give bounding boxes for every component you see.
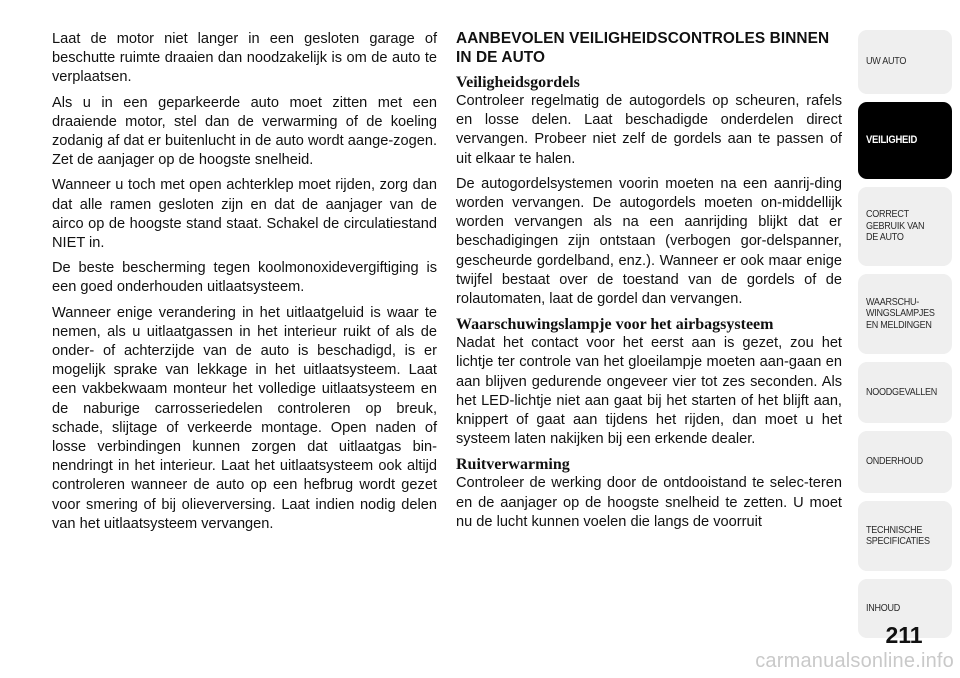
subheading-airbag-lamp: Waarschuwingslampje voor het airbagsysteem <box>456 316 774 334</box>
tab-label: VEILIGHEID <box>866 133 918 146</box>
tab-label: ONDERHOUD <box>866 455 923 468</box>
tab-waarschuwingslampjes[interactable] <box>858 274 952 354</box>
page-number: 211 <box>885 622 923 648</box>
paragraph-best-protection: De beste bescherming tegen koolmonoxidevergiftiging is een goed onderhouden uitlaatsysteem. <box>52 260 437 296</box>
paragraph-defroster: Controleer de werking door de ontdooistand te selec-teren en de aanjager op de hoogste snelheid te zetten. U moet nu de lucht kunnen voelen die langs de voorruit <box>456 475 842 530</box>
watermark: carmanualsonline.info <box>755 650 954 672</box>
section-heading: AANBEVOLEN VEILIGHEIDSCONTROLES BINNEN IN DE AUTO <box>456 30 830 66</box>
paragraph-exhaust-check: Wanneer enige verandering in het uitlaatgeluid is waar te nemen, als u uitlaatgassen in het interieur ruikt of als de onder- of achterzijde van de auto is beschadigd, is er mogelijk sprake van lekkage in het uitlaatsysteem. Laat een vakbekwaam monteur het volledige uitlaatsysteem en de naburige carrosseriedelen controleren op breuk, schade, slijtage of verkeerde montage. Open naden of losse verbindingen kunnen zorgen dat uitlaatgas bin-nendringt in het interieur. Laat het uitlaatsysteem ook altijd controleren wanneer de auto op een hefbrug wordt gezet voor smering of bij olieverversing. Laat indien nodig delen van het uitlaatsysteem vervangen. <box>52 304 437 532</box>
paragraph-seatbelts-check: Controleer regelmatig de autogordels op scheuren, rafels en losse delen. Laat beschadigde onderdelen direct vervangen. Probeer niet zelf de gordels aan te passen of uit elkaar te halen. <box>456 93 842 167</box>
tab-label: UW AUTO <box>866 55 907 68</box>
paragraph-seatbelts-replace: De autogordelsystemen voorin moeten na een aanrij-ding worden vervangen. De autogordels moeten on-middellijk worden vervangen als na een aanrijding blijkt dat er beschadigingen zijn ontstaan (verbogen gor-delspanner, gescheurde gordelband, enz.). Wanneer er ook maar enige twijfel bestaat over de toestand van de gordels of de rolautomaten, laat de gordel dan vervangen. <box>456 175 842 308</box>
subheading-seatbelts: Veiligheidsgordels <box>456 74 580 91</box>
tab-onderhoud[interactable] <box>858 431 952 493</box>
paragraph-garage: Laat de motor niet langer in een gesloten garage of beschutte ruimte draaien dan noodzakelijk is om de auto te verplaatsen. <box>52 31 437 86</box>
tab-technische-specificaties[interactable] <box>858 501 952 571</box>
tab-label: TECHNISCHE SPECIFICATIES <box>866 523 930 547</box>
tab-uw-auto[interactable] <box>858 30 952 94</box>
right-column <box>456 30 842 538</box>
tab-label: NOODGEVALLEN <box>866 385 938 398</box>
subheading-defroster: Ruitverwarming <box>456 456 570 474</box>
tab-label: WAARSCHU- WINGSLAMPJES EN MELDINGEN <box>866 295 935 331</box>
tab-label: INHOUD <box>866 601 901 614</box>
tab-noodgevallen[interactable] <box>858 362 952 423</box>
paragraph-parked-car: Als u in een geparkeerde auto moet zitten met een draaiende motor, stel dan de verwarming of de koeling zodanig af dat er buitenlucht in de auto wordt aange-zogen. Zet de aanjager op de hoogste snelheid. <box>52 94 437 169</box>
tab-correct-gebruik[interactable] <box>858 187 952 266</box>
left-column <box>52 30 437 540</box>
tab-veiligheid[interactable] <box>858 102 952 179</box>
paragraph-airbag-lamp: Nadat het contact voor het eerst aan is gezet, zou het lichtje ter controle van het gloeilampje moeten aan-gaan en aan blijven gedurende ongeveer vier tot zes seconden. Als het LED-lichtje niet aan gaat bij het starten of het blijft aan, knippert of gaat aan tijdens het rijden, dan moet u het systeem laten nakijken bij een erkende dealer. <box>456 335 842 448</box>
tab-label: CORRECT GEBRUIK VAN DE AUTO <box>866 208 925 244</box>
paragraph-open-tailgate: Wanneer u toch met open achterklep moet rijden, zorg dan dat alle ramen gesloten zijn en dat de aanjager van de airco op de hoogste stand staat. Schakel de circulatiestand NIET in. <box>52 177 437 252</box>
